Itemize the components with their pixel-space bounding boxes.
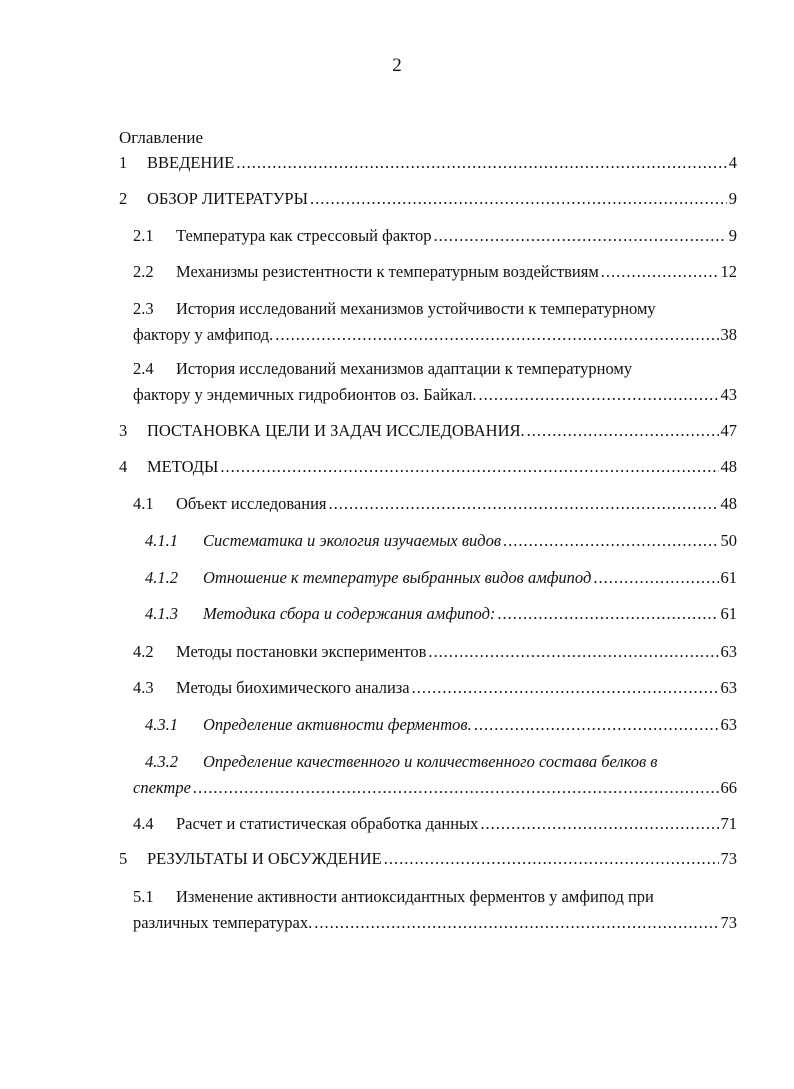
dot-leader bbox=[479, 382, 719, 408]
toc-entry-4-2[interactable] bbox=[133, 639, 737, 665]
dot-leader bbox=[220, 454, 718, 480]
toc-entry-number: 2.2 bbox=[133, 262, 154, 281]
toc-entry-page: 47 bbox=[720, 421, 737, 440]
toc-entry-title-continued: фактору у амфипод. bbox=[133, 325, 274, 344]
toc-entry-number: 4.1.1 bbox=[145, 531, 178, 550]
toc-entry-page: 73 bbox=[720, 913, 737, 932]
dot-leader bbox=[593, 565, 718, 591]
dot-leader bbox=[412, 675, 719, 701]
toc-entry-page: 73 bbox=[720, 849, 737, 868]
toc-entry-title: Методы постановки экспериментов bbox=[176, 642, 427, 661]
toc-entry-number: 5 bbox=[119, 849, 128, 868]
toc-entry-4-1-1[interactable] bbox=[145, 528, 737, 554]
toc-entry-title: Определение качественного и количественного состава белков в bbox=[203, 752, 658, 771]
toc-entry-4-3-2[interactable] bbox=[133, 749, 737, 801]
toc-entry-3[interactable] bbox=[119, 418, 737, 444]
dot-leader bbox=[480, 811, 718, 837]
toc-entry-title: Отношение к температуре выбранных видов амфипод bbox=[203, 568, 592, 587]
toc-entry-title: ВВЕДЕНИЕ bbox=[147, 153, 235, 172]
toc-entry-number: 3 bbox=[119, 421, 128, 440]
toc-entry-number: 4 bbox=[119, 457, 128, 476]
toc-entry-title-continued: спектре bbox=[133, 778, 191, 797]
toc-entry-page: 63 bbox=[720, 715, 737, 734]
toc-entry-page: 63 bbox=[720, 678, 737, 697]
toc-entry-4-1-2[interactable] bbox=[145, 565, 737, 591]
toc-entry-4-3-1[interactable] bbox=[145, 712, 737, 738]
dot-leader bbox=[503, 528, 719, 554]
dot-leader bbox=[474, 712, 719, 738]
toc-entry-title: История исследований механизмов адаптации к температурному bbox=[176, 359, 633, 378]
toc-entry-number: 2.3 bbox=[133, 299, 154, 318]
toc-entry-page: 4 bbox=[728, 153, 737, 172]
toc-entry-page: 43 bbox=[720, 385, 737, 404]
toc-entry-2[interactable] bbox=[119, 186, 737, 212]
toc-entry-title: МЕТОДЫ bbox=[147, 457, 219, 476]
toc-entry-title: Объект исследования bbox=[176, 494, 327, 513]
toc-entry-4-1[interactable] bbox=[133, 491, 737, 517]
toc-entry-page: 61 bbox=[720, 568, 737, 587]
toc-entry-page: 48 bbox=[720, 457, 737, 476]
toc-heading: Оглавление bbox=[119, 128, 203, 147]
dot-leader bbox=[527, 418, 719, 444]
toc-entry-1[interactable] bbox=[119, 150, 737, 176]
toc-entry-2-4[interactable] bbox=[133, 356, 737, 408]
toc-entry-title: ПОСТАНОВКА ЦЕЛИ И ЗАДАЧ ИССЛЕДОВАНИЯ. bbox=[147, 421, 525, 440]
dot-leader bbox=[433, 223, 726, 249]
toc-entry-4-3[interactable] bbox=[133, 675, 737, 701]
toc-entry-page: 66 bbox=[720, 778, 737, 797]
toc-entry-4-4[interactable] bbox=[133, 811, 737, 837]
toc-entry-title: Систематика и экология изучаемых видов bbox=[203, 531, 501, 550]
toc-entry-title-continued: фактору у эндемичных гидробионтов оз. Байкал. bbox=[133, 385, 477, 404]
dot-leader bbox=[384, 846, 719, 872]
toc-entry-2-1[interactable] bbox=[133, 223, 737, 249]
dot-leader bbox=[275, 322, 718, 348]
toc-entry-number: 4.3.1 bbox=[145, 715, 178, 734]
page-number: 2 bbox=[392, 55, 402, 76]
dot-leader bbox=[329, 491, 719, 517]
toc-entry-page: 61 bbox=[720, 604, 737, 623]
toc-entry-number: 4.3.2 bbox=[145, 752, 178, 771]
toc-entry-title: Методы биохимического анализа bbox=[176, 678, 410, 697]
toc-entry-4[interactable] bbox=[119, 454, 737, 480]
toc-entry-number: 4.1 bbox=[133, 494, 154, 513]
toc-entry-2-2[interactable] bbox=[133, 259, 737, 285]
toc-entry-number: 2.4 bbox=[133, 359, 154, 378]
toc-entry-2-3[interactable] bbox=[133, 296, 737, 348]
toc-entry-5[interactable] bbox=[119, 846, 737, 872]
dot-leader bbox=[236, 150, 726, 176]
toc-entry-page: 38 bbox=[720, 325, 737, 344]
toc-entry-page: 71 bbox=[720, 814, 737, 833]
dot-leader bbox=[310, 186, 727, 212]
toc-entry-title: Температура как стрессовый фактор bbox=[176, 226, 432, 245]
toc-entry-page: 9 bbox=[728, 226, 737, 245]
toc-entry-title: Расчет и статистическая обработка данных bbox=[176, 814, 479, 833]
dot-leader bbox=[314, 910, 718, 936]
toc-entry-number: 5.1 bbox=[133, 887, 154, 906]
toc-entry-page: 48 bbox=[720, 494, 737, 513]
toc-entry-title: История исследований механизмов устойчивости к температурному bbox=[176, 299, 656, 318]
toc-entry-title: ОБЗОР ЛИТЕРАТУРЫ bbox=[147, 189, 308, 208]
dot-leader bbox=[497, 601, 718, 627]
toc-entry-number: 4.3 bbox=[133, 678, 154, 697]
dot-leader bbox=[193, 775, 719, 801]
toc-entry-5-1[interactable] bbox=[133, 884, 737, 936]
toc-entry-number: 4.1.2 bbox=[145, 568, 178, 587]
toc-entry-page: 9 bbox=[728, 189, 737, 208]
toc-entry-number: 1 bbox=[119, 153, 128, 172]
toc-entry-title: Методика сбора и содержания амфипод: bbox=[203, 604, 496, 623]
toc-entry-page: 12 bbox=[720, 262, 737, 281]
dot-leader bbox=[601, 259, 719, 285]
toc-entry-title: Механизмы резистентности к температурным воздействиям bbox=[176, 262, 599, 281]
toc-entry-page: 63 bbox=[720, 642, 737, 661]
toc-entry-title-continued: различных температурах. bbox=[133, 913, 313, 932]
toc-entry-4-1-3[interactable] bbox=[145, 601, 737, 627]
toc-entry-title: Определение активности ферментов. bbox=[203, 715, 472, 734]
toc-entry-title: Изменение активности антиоксидантных ферментов у амфипод при bbox=[176, 887, 654, 906]
toc-entry-number: 4.4 bbox=[133, 814, 154, 833]
dot-leader bbox=[428, 639, 718, 665]
toc-entry-number: 4.2 bbox=[133, 642, 154, 661]
toc-entry-number: 2 bbox=[119, 189, 128, 208]
toc-entry-number: 2.1 bbox=[133, 226, 154, 245]
toc-entry-number: 4.1.3 bbox=[145, 604, 178, 623]
toc-entry-title: РЕЗУЛЬТАТЫ И ОБСУЖДЕНИЕ bbox=[147, 849, 382, 868]
toc-entry-page: 50 bbox=[720, 531, 737, 550]
